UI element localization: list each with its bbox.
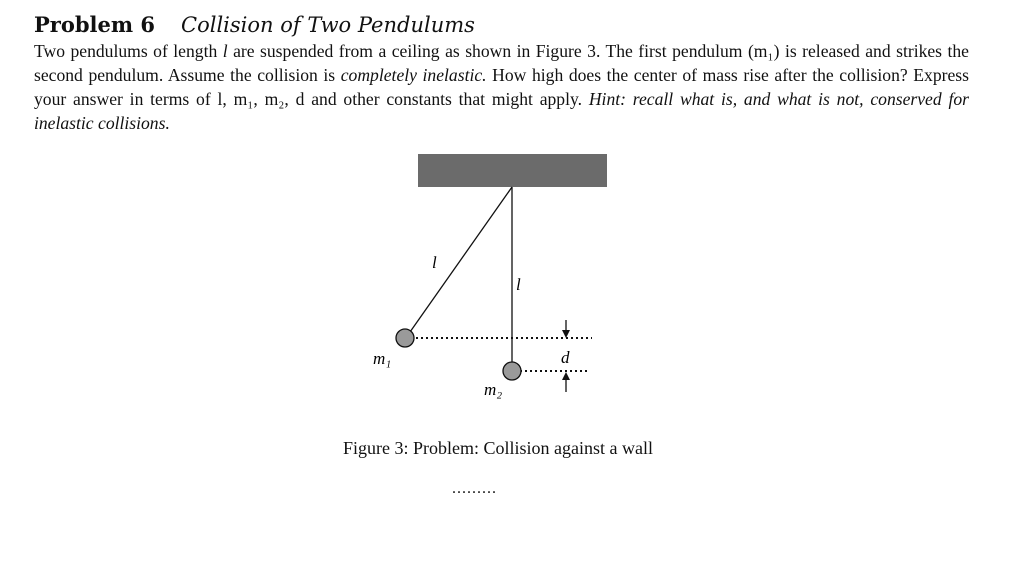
- emphasis-text: completely inelastic.: [340, 65, 487, 85]
- label-l1: l: [432, 253, 437, 272]
- statement-text: How high does the center of mass rise after the collision? Express your answer in terms of l, m₁, m₂, d and other constants that might apply.: [34, 65, 969, 109]
- label-m1: m₁: [373, 349, 392, 368]
- string-1: [410, 187, 512, 332]
- variable-l: l: [222, 41, 228, 61]
- problem-number: Problem 6: [34, 12, 156, 37]
- bob-m2: [503, 362, 521, 380]
- ceiling: [418, 154, 607, 187]
- statement-text: are suspended from a ceiling as shown in Figure 3. The first pendulum (m₁) is released and strikes the second pendulum. Assume the collision is: [34, 41, 969, 85]
- bob-m1: [396, 329, 414, 347]
- arrow-up-icon: [562, 372, 570, 392]
- statement-text: Two pendulums of length: [34, 41, 223, 61]
- label-m2: m₂: [484, 380, 503, 399]
- label-l2: l: [516, 275, 521, 294]
- hint-text: Hint: recall what is, and what is not, conserved for inelastic collisions.: [34, 89, 969, 133]
- arrow-down-icon: [562, 320, 570, 338]
- label-d: d: [561, 348, 570, 367]
- ellipsis-dots: .........: [452, 480, 497, 497]
- problem-title: Collision of Two Pendulums: [181, 13, 475, 37]
- figure-caption: Figure 3: Problem: Collision against a wall: [343, 438, 653, 458]
